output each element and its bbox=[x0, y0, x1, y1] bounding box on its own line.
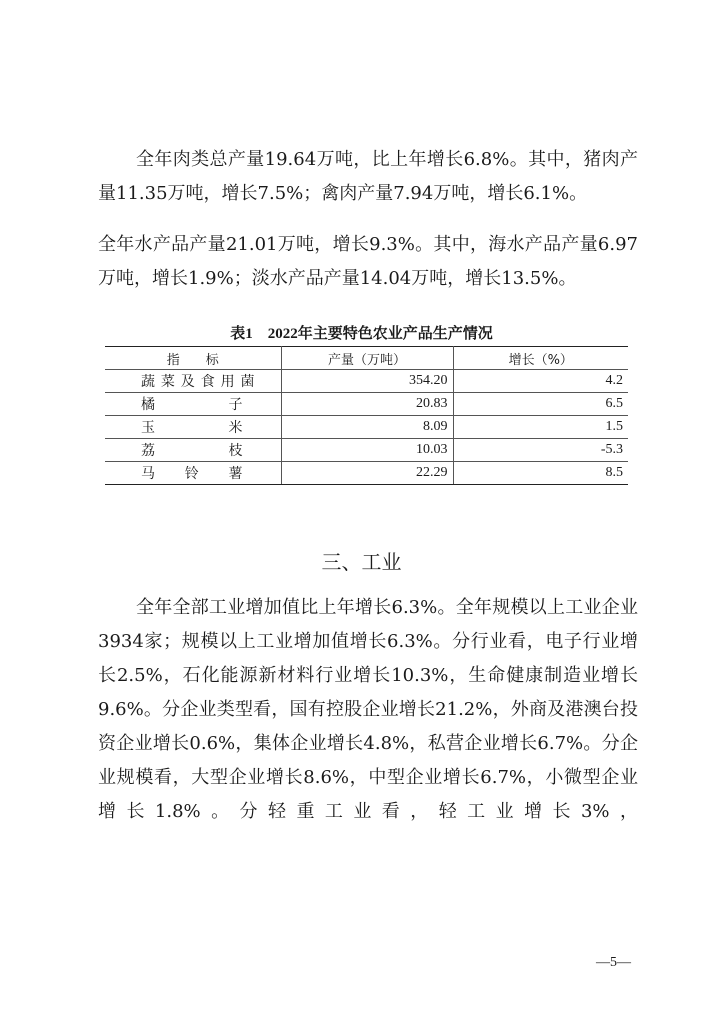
table-row bbox=[105, 462, 628, 485]
header-growth: 增长（%） bbox=[453, 347, 628, 370]
agriculture-products-table bbox=[105, 346, 628, 485]
product-growth: -5.3 bbox=[453, 439, 628, 462]
paragraph-industry: 全年全部工业增加值比上年增长6.3%。全年规模以上工业企业3934家；规模以上工业增加值增长6.3%。分行业看，电子行业增长2.5%，石化能源新材料行业增长10.3%，生命健康制造业增长9.6%。分企业类型看，国有控股企业增长21.2%，外商及港澳台投资企业增长0.6%，集体企业增长4.8%，私营企业增长6.7%。分企业规模看，大型企业增长8.6%，中型企业增长6.7%，小微型企业增长1.8%。分轻重工业看，轻工业增长3%， bbox=[98, 597, 638, 822]
product-growth: 8.5 bbox=[453, 462, 628, 485]
product-name: 蔬菜及食用菌 bbox=[105, 370, 281, 393]
table-title: 表1 2022年主要特色农业产品生产情况 bbox=[230, 326, 493, 342]
paragraph-aquatic-output: 全年水产品产量21.01万吨，增长9.3%。其中，海水产品产量6.97万吨，增长1.9%；淡水产品产量14.04万吨，增长13.5%。 bbox=[98, 234, 638, 289]
product-output: 354.20 bbox=[281, 370, 453, 393]
table-row bbox=[105, 439, 628, 462]
header-output: 产量（万吨） bbox=[281, 347, 453, 370]
product-growth: 4.2 bbox=[453, 370, 628, 393]
product-growth: 1.5 bbox=[453, 416, 628, 439]
table-row bbox=[105, 370, 628, 393]
section-heading: 三、工业 bbox=[321, 550, 402, 574]
product-growth: 6.5 bbox=[453, 393, 628, 416]
product-name: 荔枝 bbox=[105, 439, 281, 462]
page-number: —5— bbox=[596, 955, 631, 970]
product-output: 10.03 bbox=[281, 439, 453, 462]
product-output: 20.83 bbox=[281, 393, 453, 416]
table-row bbox=[105, 393, 628, 416]
product-name: 玉米 bbox=[105, 416, 281, 439]
product-output: 8.09 bbox=[281, 416, 453, 439]
table-row bbox=[105, 416, 628, 439]
product-output: 22.29 bbox=[281, 462, 453, 485]
table-header-row bbox=[105, 347, 628, 370]
paragraph-meat-output: 全年肉类总产量19.64万吨，比上年增长6.8%。其中，猪肉产量11.35万吨，增长7.5%；禽肉产量7.94万吨，增长6.1%。 bbox=[98, 149, 638, 204]
product-name: 橘子 bbox=[105, 393, 281, 416]
header-indicator: 指 标 bbox=[105, 347, 281, 370]
product-name: 马铃薯 bbox=[105, 462, 281, 485]
